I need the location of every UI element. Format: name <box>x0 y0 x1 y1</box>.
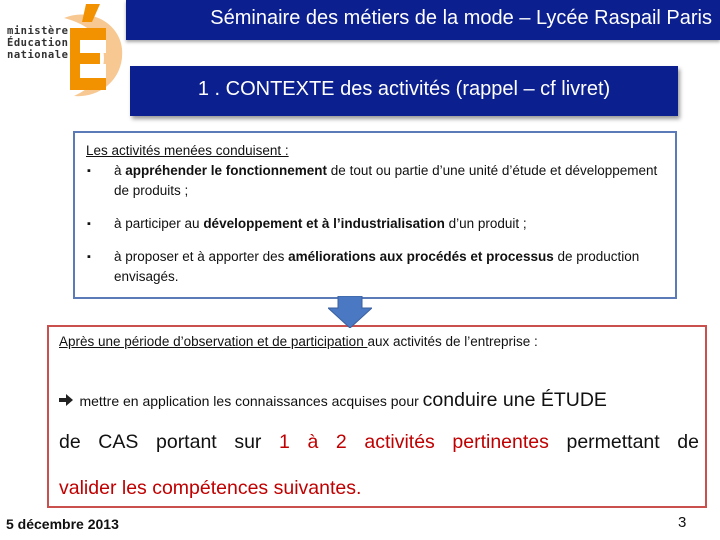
bullet-text-plain: de tout ou partie d’une unité d’étude et développement de produits ; <box>114 163 658 198</box>
header-bar <box>126 0 720 40</box>
case-study-word: de <box>59 431 81 453</box>
square-bullet-icon: ▪ <box>87 251 91 263</box>
logo-line-nationale: nationale <box>7 49 69 61</box>
case-study-word: sur <box>234 431 262 453</box>
case-study-word: pertinentes <box>452 431 549 453</box>
context-bullet <box>86 214 666 234</box>
case-study-word: de <box>677 431 699 453</box>
case-study-line <box>59 431 699 454</box>
context-bullet <box>86 161 666 201</box>
bullet-text-bold: appréhender le fonctionnement <box>125 163 328 178</box>
study-line-big-text: conduire une ÉTUDE <box>422 389 607 411</box>
case-study-word: activités <box>364 431 435 453</box>
ministere-logo <box>0 0 126 100</box>
case-study-word: 1 <box>279 431 290 453</box>
case-study-word: CAS <box>98 431 139 453</box>
context-box <box>73 131 677 299</box>
slide-header-title: Séminaire des métiers de la mode – Lycée Raspail Paris <box>210 7 712 29</box>
conclusion-box <box>47 325 707 508</box>
bullet-text-bold: améliorations aux procédés et processus <box>288 249 554 264</box>
observation-rest-text: aux activités de l’entreprise : <box>367 334 538 349</box>
bullet-text-plain: à <box>114 163 126 178</box>
bullet-text-plain: à proposer et à apporter des <box>114 249 289 264</box>
case-study-word: à <box>307 431 319 453</box>
observation-underlined-text: Après une période d’observation et de participation <box>59 334 368 349</box>
square-bullet-icon: ▪ <box>87 165 91 177</box>
context-bullet <box>86 247 666 287</box>
slide-page-number: 3 <box>678 514 687 531</box>
case-study-word: portant <box>156 431 217 453</box>
slide-date: 5 décembre 2013 <box>6 516 119 532</box>
bullet-text-bold: développement et à l’industrialisation <box>203 216 445 231</box>
study-line <box>59 389 699 412</box>
square-bullet-icon: ▪ <box>87 218 91 230</box>
section-title-box <box>130 66 678 116</box>
section-title: 1 . CONTEXTE des activités (rappel – cf livret) <box>197 78 611 100</box>
study-line-small-text: mettre en application les connaissances acquises pour <box>79 393 423 409</box>
right-arrow-icon <box>59 393 75 411</box>
case-study-word: permettant <box>566 431 660 453</box>
logo-line-education: Éducation <box>7 37 69 49</box>
context-intro: Les activités menées conduisent : <box>86 143 289 158</box>
bullet-text-plain: à participer au <box>114 216 204 231</box>
bullet-text-plain: de production envisagés. <box>114 249 640 284</box>
bullet-text-plain: d’un produit ; <box>444 216 527 231</box>
logo-line-ministere: ministère <box>7 25 69 37</box>
observation-line <box>59 334 699 349</box>
case-study-word: 2 <box>335 431 347 453</box>
down-arrow-icon <box>328 296 372 328</box>
validate-skills-line: valider les compétences suivantes. <box>59 477 362 499</box>
